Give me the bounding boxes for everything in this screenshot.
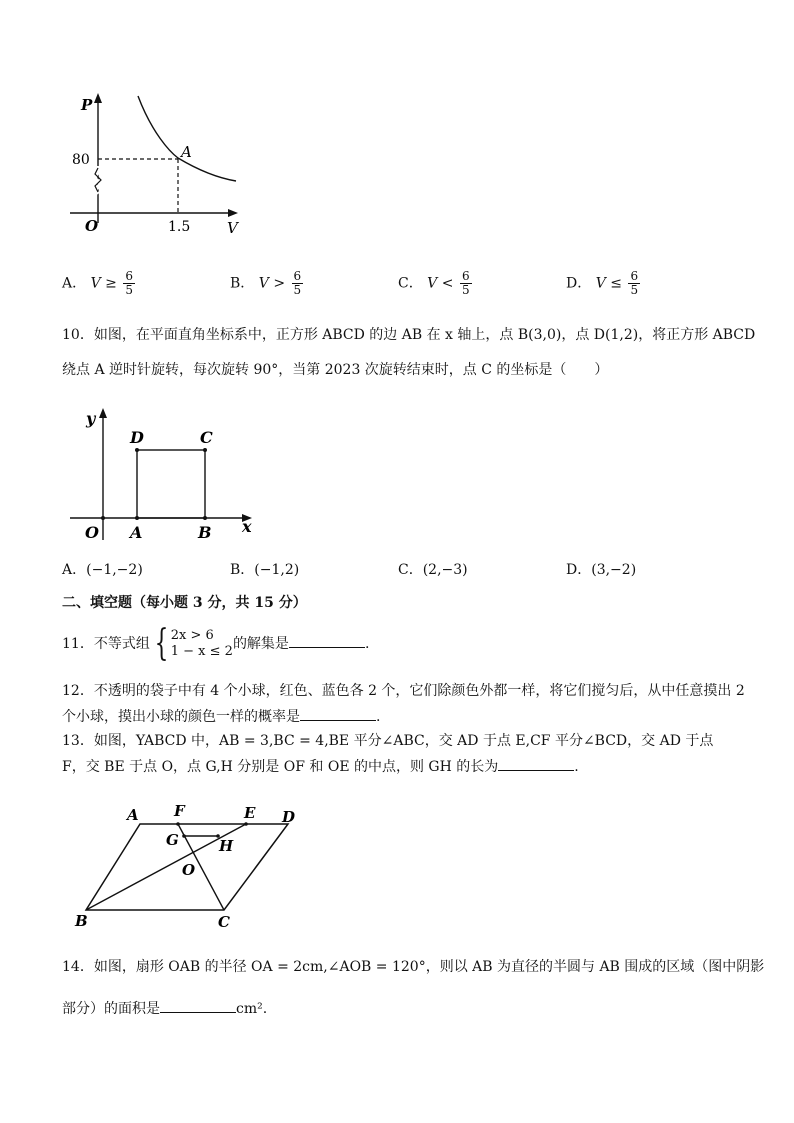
e-label: E bbox=[244, 804, 256, 822]
q12-answer-blank[interactable] bbox=[300, 706, 376, 721]
option-letter: C． bbox=[398, 275, 423, 292]
x-tick-label: 1.5 bbox=[168, 219, 191, 235]
pressure-volume-graph bbox=[60, 88, 250, 248]
q9-option-d[interactable] bbox=[566, 270, 640, 297]
c-label: C bbox=[218, 913, 230, 931]
origin-label: O bbox=[85, 217, 99, 235]
q11: 11．不等式组 { 2x > 6 1 − x ≤ 2 的解集是 . bbox=[62, 623, 370, 664]
q11-answer-blank[interactable] bbox=[289, 633, 365, 648]
option-letter: D． bbox=[566, 275, 592, 292]
o-label: O bbox=[85, 523, 99, 542]
y-tick-label: 80 bbox=[72, 152, 90, 168]
q10-line2: 绕点 A 逆时针旋转，每次旋转 90°，当第 2023 次旋转结束时，点 C 的坐标是（ ） bbox=[62, 362, 609, 378]
square-abcd bbox=[137, 450, 205, 518]
p-label: P bbox=[81, 96, 93, 114]
option-op: < bbox=[441, 275, 454, 292]
a-label: A bbox=[127, 806, 139, 824]
c-label: C bbox=[200, 428, 213, 447]
parallelogram-figure bbox=[70, 800, 310, 935]
y-axis-arrow bbox=[99, 408, 107, 418]
q14-answer-blank[interactable] bbox=[160, 998, 236, 1013]
b-label: B bbox=[198, 523, 212, 542]
a-label: A bbox=[130, 523, 143, 542]
o-label: O bbox=[182, 861, 196, 879]
inequality-system: { 2x > 6 1 − x ≤ 2 bbox=[154, 623, 233, 664]
inverse-curve bbox=[138, 96, 236, 181]
option-fraction: $\frac{6}{5}$ bbox=[461, 269, 470, 297]
q10-option-c[interactable]: C．(2,−3) bbox=[398, 562, 468, 578]
q9-option-b[interactable] bbox=[230, 270, 303, 297]
option-var: V bbox=[90, 275, 101, 292]
q9-option-a[interactable] bbox=[62, 270, 135, 297]
q10-option-a[interactable]: A．(−1,−2) bbox=[62, 562, 143, 578]
q9-option-c[interactable] bbox=[398, 270, 472, 297]
v-label: V bbox=[227, 219, 238, 237]
option-var: V bbox=[258, 275, 269, 292]
option-var: V bbox=[427, 275, 438, 292]
q13-line1: 13．如图，YABCD 中，AB = 3,BC = 4,BE 平分∠ABC，交 AD 于点 E,CF 平分∠BCD，交 AD 于点 bbox=[62, 733, 714, 749]
option-letter: B． bbox=[230, 275, 255, 292]
q13-answer-blank[interactable] bbox=[498, 756, 574, 771]
option-fraction: $\frac{6}{5}$ bbox=[125, 269, 133, 297]
option-fraction: $\frac{6}{5}$ bbox=[630, 269, 639, 297]
f-label: F bbox=[174, 802, 185, 820]
section-heading: 二、填空题（每小题 3 分，共 15 分） bbox=[62, 595, 307, 611]
option-var: V bbox=[595, 275, 606, 292]
q12-line2: 个小球，摸出小球的颜色一样的概率是 . bbox=[62, 706, 380, 727]
x-label: x bbox=[242, 517, 252, 536]
option-op: ≥ bbox=[105, 275, 117, 292]
q10-option-b[interactable]: B．(−1,2) bbox=[230, 562, 300, 578]
option-op: > bbox=[273, 275, 286, 292]
d-label: D bbox=[282, 808, 296, 826]
b-label: B bbox=[75, 912, 88, 930]
q12-line1: 12．不透明的袋子中有 4 个小球，红色、蓝色各 2 个，它们除颜色外都一样，将它们搅匀后，从中任意摸出 2 bbox=[62, 683, 745, 699]
v-axis-arrow bbox=[228, 209, 238, 217]
q14-line1: 14．如图，扇形 OAB 的半径 OA = 2cm,∠AOB = 120°，则以 AB 为直径的半圆与 AB 围成的区域（图中阴影 bbox=[62, 959, 765, 975]
g-label: G bbox=[166, 831, 179, 849]
d-label: D bbox=[130, 428, 144, 447]
p-axis-arrow bbox=[94, 93, 102, 103]
square-coordinate-figure bbox=[60, 400, 270, 550]
q14-line2: 部分）的面积是 cm². bbox=[62, 998, 267, 1019]
y-label: y bbox=[86, 409, 96, 428]
option-letter: A． bbox=[62, 275, 87, 292]
point-a-label: A bbox=[181, 143, 192, 161]
q10-option-d[interactable]: D．(3,−2) bbox=[566, 562, 637, 578]
q10-line1: 10．如图，在平面直角坐标系中，正方形 ABCD 的边 AB 在 x 轴上，点 B(3,0)，点 D(1,2)，将正方形 ABCD bbox=[62, 327, 756, 343]
h-label: H bbox=[219, 837, 234, 855]
q13-line2: F，交 BE 于点 O，点 G,H 分别是 OF 和 OE 的中点，则 GH 的长为 . bbox=[62, 756, 579, 777]
option-fraction: $\frac{6}{5}$ bbox=[293, 269, 302, 297]
option-op: ≤ bbox=[610, 275, 622, 292]
